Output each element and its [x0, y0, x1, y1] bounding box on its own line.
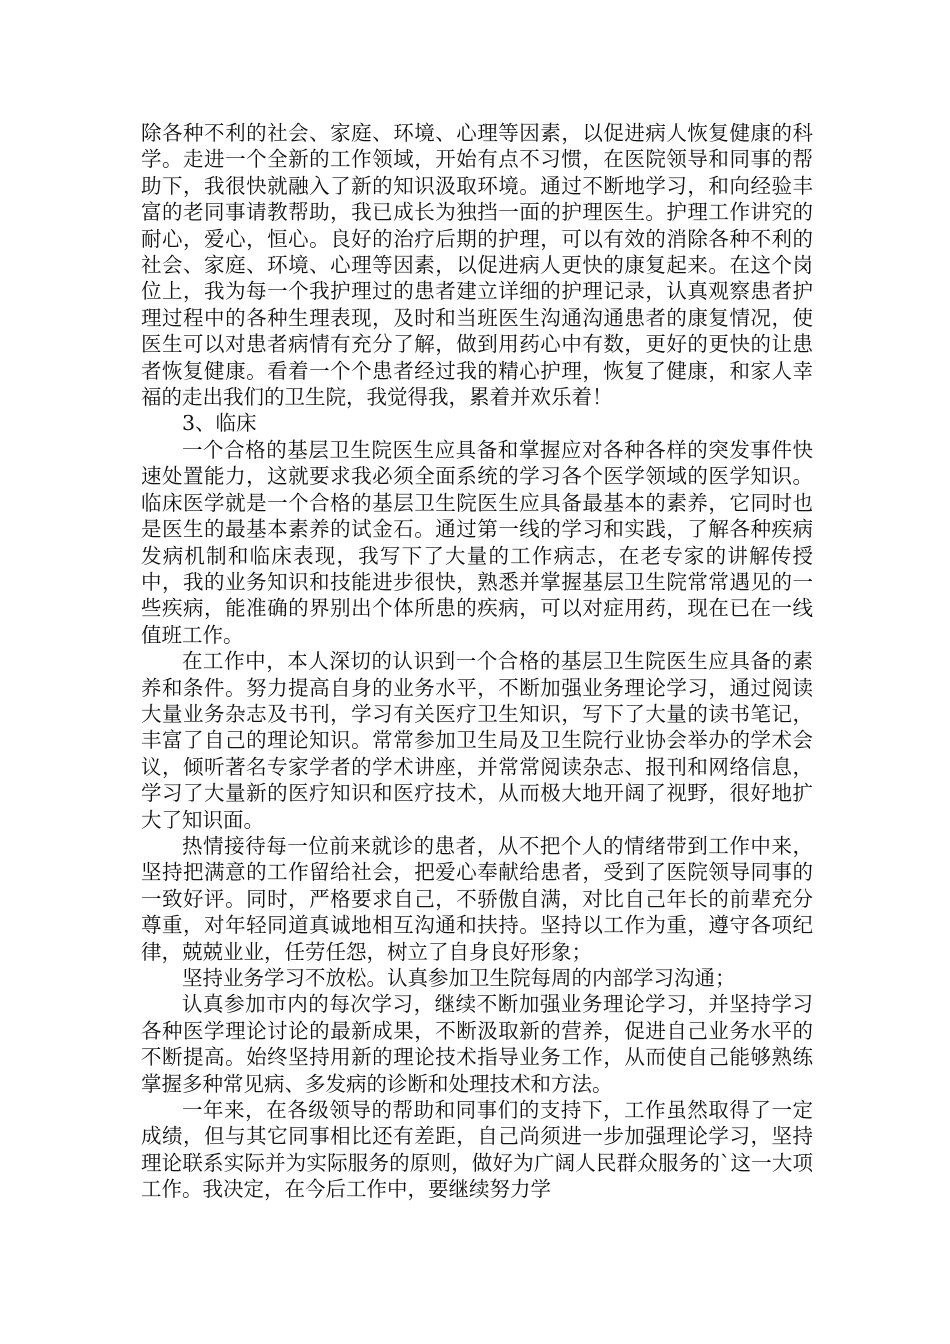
- paragraph-city-study: 认真参加市内的每次学习，继续不断加强业务理论学习，并坚持学习各种医学理论讨论的最新成果，不断汲取新的营养，促进自己业务水平的不断提高。始终坚持用新的理论技术指导业务工作，从而使自己能够熟练掌握多种常见病、多发病的诊断和处理技术和方法。: [141, 992, 813, 1096]
- document-body: [141, 120, 813, 1203]
- section-heading-clinical: 3、临床: [182, 411, 257, 436]
- paragraph-weekly-study: 坚持业务学习不放松。认真参加卫生院每周的内部学习沟通；: [182, 966, 736, 990]
- paragraph-clinical: 一个合格的基层卫生院医生应具备和掌握应对各种各样的突发事件快速处置能力，这就要求我必须全面系统的学习各个医学领域的医学知识。临床医学就是一个合格的基层卫生院医生应具备最基本的素养，它同时也是医生的最基本素养的试金石。通过第一线的学习和实践，了解各种疾病发病机制和临床表现，我写下了大量的工作病志，在老专家的讲解传授中，我的业务知识和技能进步很快，熟悉并掌握基层卫生院常常遇见的一些疾病，能准确的界别出个体所患的疾病，可以对症用药，现在已在一线值班工作。: [141, 437, 813, 647]
- paragraph-year-summary: 一年来，在各级领导的帮助和同事们的支持下，工作虽然取得了一定成绩，但与其它同事相比还有差距，自己尚须进一步加强理论学习，坚持理论联系实际并为实际服务的原则，做好为广阔人民群众服务的`这一大项工作。我决定，在今后工作中，要继续努力学: [141, 1098, 813, 1202]
- paragraph-patient-care: 热情接待每一位前来就诊的患者，从不把个人的情绪带到工作中来，坚持把满意的工作留给社会，把爱心奉献给患者，受到了医院领导同事的一致好评。同时，严格要求自己，不骄傲自满，对比自己年长的前辈充分尊重，对年轻同道真诚地相互沟通和扶持。坚持以工作为重，遵守各项纪律，兢兢业业，任劳任怨，树立了自身良好形象；: [141, 833, 813, 964]
- paragraph-work-study: 在工作中，本人深切的认识到一个合格的基层卫生院医生应具备的素养和条件。努力提高自身的业务水平，不断加强业务理论学习，通过阅读大量业务杂志及书刊，学习有关医疗卫生知识，写下了大量的读书笔记，丰富了自己的理论知识。常常参加卫生局及卫生院行业协会举办的学术会议，倾听著名专家学者的学术讲座，并常常阅读杂志、报刊和网络信息，学习了大量新的医疗知识和医疗技术，从而极大地开阔了视野，很好地扩大了知识面。: [141, 649, 813, 832]
- paragraph-nursing-continued: 除各种不利的社会、家庭、环境、心理等因素，以促进病人恢复健康的科学。走进一个全新的工作领域，开始有点不习惯，在医院领导和同事的帮助下，我很快就融入了新的知识汲取环境。通过不断地学习，和向经验丰富的老同事请教帮助，我已成长为独挡一面的护理医生。护理工作讲究的耐心，爱心，恒心。良好的治疗后期的护理，可以有效的消除各种不利的社会、家庭、环境、心理等因素，以促进病人更快的康复起来。在这个岗位上，我为每一个我护理过的患者建立详细的护理记录，认真观察患者护理过程中的各种生理表现，及时和当班医生沟通沟通患者的康复情况，使医生可以对患者病情有充分了解，做到用药心中有数，更好的更快的让患者恢复健康。看着一个个患者经过我的精心护理，恢复了健康，和家人幸福的走出我们的卫生院，我觉得我，累着并欢乐着！: [141, 121, 813, 410]
